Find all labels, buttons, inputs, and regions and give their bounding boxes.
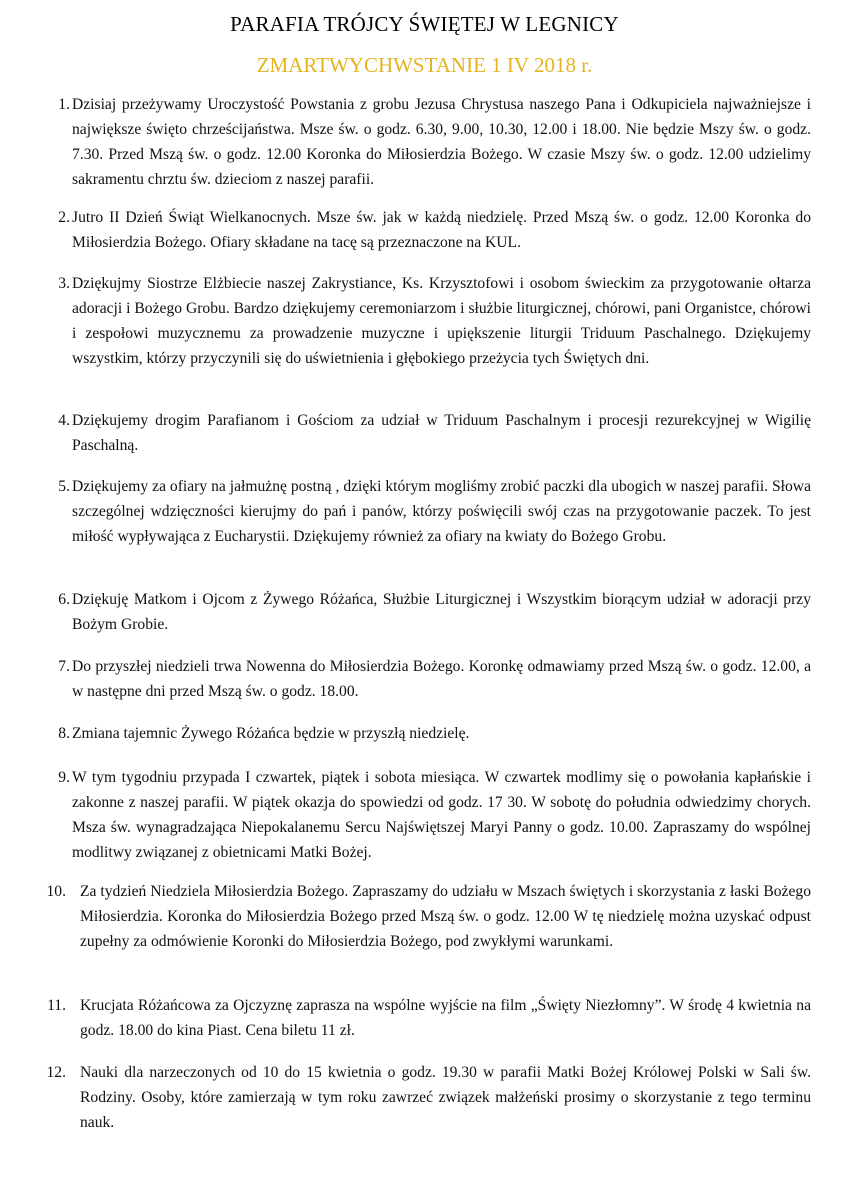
announcement-item-1 xyxy=(36,92,811,192)
item-text: Zmiana tajemnic Żywego Różańca będzie w przyszłą niedzielę. xyxy=(72,725,470,742)
item-text: Dzisiaj przeżywamy Uroczystość Powstania z grobu Jezusa Chrystusa naszego Pana i Odkupiciela najważniejsze i największe święto chrześcijaństwa. Msze św. o godz. 6.30, 9.00, 10.30, 12.00 i 18.00. Nie będzie Mszy św. o godz. 7.30. Przed Mszą św. o godz. 12.00 Koronka do Miłosierdzia Bożego. W czasie Mszy św. o godz. 12.00 udzielimy sakramentu chrztu św. dzieciom z naszej parafii. xyxy=(72,96,811,188)
announcement-item-8 xyxy=(36,721,811,746)
item-text: Do przyszłej niedzieli trwa Nowenna do Miłosierdzia Bożego. Koronkę odmawiamy przed Mszą św. o godz. 12.00, a w następne dni przed Mszą św. o godz. 18.00. xyxy=(72,658,811,700)
item-number: 10. xyxy=(46,883,66,900)
announcement-item-9 xyxy=(36,765,811,865)
item-text: Dziękujemy drogim Parafianom i Gościom za udział w Triduum Paschalnym i procesji rezurekcyjnej w Wigilię Paschalną. xyxy=(72,412,811,454)
announcement-item-7 xyxy=(36,654,811,704)
announcement-item-4 xyxy=(36,408,811,458)
page-title: PARAFIA TRÓJCY ŚWIĘTEJ W LEGNICY xyxy=(230,12,619,36)
announcement-item-10 xyxy=(36,879,811,954)
announcement-item-5 xyxy=(36,474,811,549)
item-text: Nauki dla narzeczonych od 10 do 15 kwietnia o godz. 19.30 w parafii Matki Bożej Królowej Polski w Sali św. Rodziny. Osoby, które zamierzają w tym roku zawrzeć związek małżeński prosimy o skorzystanie z tego terminu nauk. xyxy=(80,1064,811,1131)
item-text: Dziękuję Matkom i Ojcom z Żywego Różańca, Służbie Liturgicznej i Wszystkim biorącym udział w adoracji przy Bożym Grobie. xyxy=(72,591,811,633)
item-number: 11. xyxy=(47,997,66,1014)
item-text: Dziękujmy Siostrze Elżbiecie naszej Zakrystiance, Ks. Krzysztofowi i osobom świeckim za przygotowanie ołtarza adoracji i Bożego Grobu. Bardzo dziękujemy ceremoniarzom i służbie liturgicznej, chórowi, pani Organistce, chórowi i zespołowi muzycznemu za prowadzenie muzyczne i upiększenie liturgii Triduum Paschalnego. Dziękujemy wszystkim, którzy przyczynili się do uświetnienia i głębokiego przeżycia tych Świętych dni. xyxy=(72,275,811,367)
item-number: 3. xyxy=(58,275,70,292)
announcement-item-12 xyxy=(36,1060,811,1135)
item-number: 2. xyxy=(58,209,70,226)
item-text: Za tydzień Niedziela Miłosierdzia Bożego. Zapraszamy do udziału w Mszach świętych i skorzystania z łaski Bożego Miłosierdzia. Koronka do Miłosierdzia Bożego przed Mszą św. o godz. 12.00 W tę niedzielę można uzyskać odpust zupełny za odmówienie Koronki do Miłosierdzia Bożego, pod zwykłymi warunkami. xyxy=(80,883,811,950)
page-subtitle: ZMARTWYCHWSTANIE 1 IV 2018 r. xyxy=(256,53,593,77)
item-text: Dziękujemy za ofiary na jałmużnę postną , dzięki którym mogliśmy zrobić paczki dla ubogich w naszej parafii. Słowa szczególnej wdzięczności kierujmy do pań i panów, którzy poświęcili swój czas na przygotowanie paczek. To jest miłość wypływająca z Eucharystii. Dziękujemy również za ofiary na kwiaty do Bożego Grobu. xyxy=(72,478,811,545)
item-number: 7. xyxy=(58,658,70,675)
item-number: 12. xyxy=(46,1064,66,1081)
item-number: 1. xyxy=(58,96,70,113)
announcement-item-11 xyxy=(36,993,811,1043)
item-number: 4. xyxy=(58,412,70,429)
item-number: 8. xyxy=(58,725,70,742)
item-text: Krucjata Różańcowa za Ojczyznę zaprasza na wspólne wyjście na film „Święty Niezłomny”. W środę 4 kwietnia na godz. 18.00 do kina Piast. Cena biletu 11 zł. xyxy=(80,997,811,1039)
item-text: Jutro II Dzień Świąt Wielkanocnych. Msze św. jak w każdą niedzielę. Przed Mszą św. o godz. 12.00 Koronka do Miłosierdzia Bożego. Ofiary składane na tacę są przeznaczone na KUL. xyxy=(72,209,811,251)
item-number: 5. xyxy=(58,478,70,495)
item-text: W tym tygodniu przypada I czwartek, piątek i sobota miesiąca. W czwartek modlimy się o powołania kapłańskie i zakonne z naszej parafii. W piątek okazja do spowiedzi od godz. 17 30. W sobotę do południa odwiedzimy chorych. Msza św. wynagradzająca Niepokalanemu Sercu Najświętszej Maryi Panny o godz. 10.00. Zapraszamy do wspólnej modlitwy związanej z obietnicami Matki Bożej. xyxy=(72,769,811,861)
announcement-item-6 xyxy=(36,587,811,637)
announcement-item-2 xyxy=(36,205,811,255)
item-number: 9. xyxy=(58,769,70,786)
item-number: 6. xyxy=(58,591,70,608)
announcement-item-3 xyxy=(36,271,811,371)
